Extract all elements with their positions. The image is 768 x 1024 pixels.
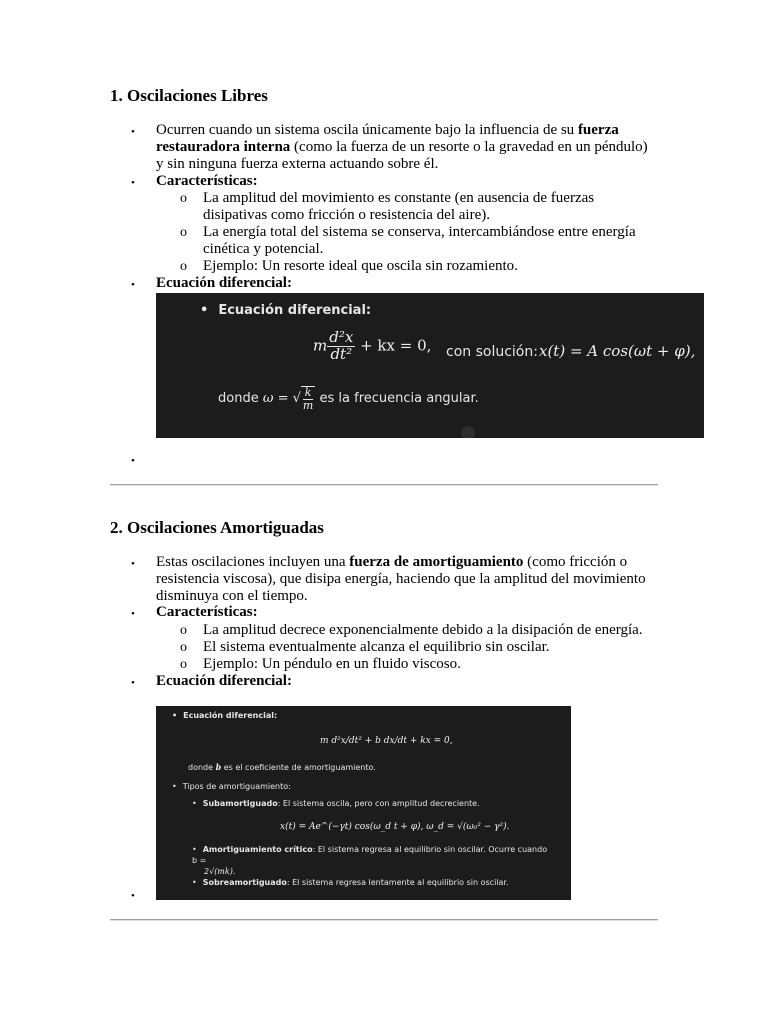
sub-bullet-icon: o: [180, 191, 187, 206]
image-bullet-label: • Ecuación diferencial:: [172, 711, 278, 720]
sub-bullet-icon: o: [180, 225, 187, 240]
damping-types-label: • Tipos de amortiguamiento:: [172, 782, 291, 791]
s2-ecuacion-label: Ecuación diferencial:: [156, 673, 292, 689]
bullet-icon: •: [131, 677, 135, 689]
s1-caracteristica-1: La amplitud del movimiento es constante (en ausencia de fuerzas disipativas como fricción o resistencia del aire).: [203, 190, 595, 223]
damping-coefficient-note: donde b es el coeficiente de amortiguamiento.: [188, 762, 376, 772]
sub-bullet-icon: o: [180, 640, 187, 655]
bullet-icon: •: [131, 279, 135, 291]
empty-bullet-icon: •: [131, 890, 135, 902]
s2-caracteristica-2: El sistema eventualmente alcanza el equilibrio sin oscilar.: [203, 639, 550, 655]
angular-frequency-line: donde ω = √ $\frac{k}{m}$ es la frecuencia angular.: [218, 386, 479, 412]
s2-caracteristicas-label: Características:: [156, 604, 258, 620]
section-2-heading: 2. Oscilaciones Amortiguadas: [110, 518, 324, 537]
overdamped-item: • Sobreamortiguado: El sistema regresa lentamente al equilibrio sin oscilar.: [192, 878, 509, 887]
bullet-icon: •: [131, 558, 135, 570]
horizontal-rule: [110, 919, 658, 921]
bullet-icon: •: [131, 177, 135, 189]
underdamped-item: • Subamortiguado: El sistema oscila, pero con amplitud decreciente.: [192, 799, 480, 808]
differential-equation: m $\frac{\text{d²x}}{\text{dt²}}$ + kx = 0,: [313, 328, 432, 363]
sub-bullet-icon: o: [180, 657, 187, 672]
image-bullet-label: • Ecuación diferencial:: [200, 303, 372, 318]
s1-ecuacion-label: Ecuación diferencial:: [156, 275, 292, 291]
s1-intro-paragraph: Ocurren cuando un sistema oscila únicamente bajo la influencia de su fuerza restauradora interna (como la fuerza de un resorte o la gravedad en un péndulo) y sin ninguna fuerza externa actuando sobre él.: [156, 122, 648, 172]
bullet-icon: •: [131, 126, 135, 138]
s2-caracteristica-3: Ejemplo: Un péndulo en un fluido viscoso.: [203, 656, 461, 672]
s1-caracteristicas-label: Características:: [156, 173, 258, 189]
critical-damping-item: • Amortiguamiento crítico: El sistema regresa al equilibrio sin oscilar. Ocurre cuando b = 2√(mk).: [192, 845, 548, 876]
s1-caracteristica-3: Ejemplo: Un resorte ideal que oscila sin rozamiento.: [203, 258, 518, 274]
solution-equation: x(t) = A cos(ωt + φ),: [539, 342, 696, 360]
sub-bullet-icon: o: [180, 623, 187, 638]
horizontal-rule: [110, 484, 658, 486]
sub-bullet-icon: o: [180, 259, 187, 274]
damped-differential-equation: m d²x/dt² + b dx/dt + kx = 0,: [320, 736, 453, 746]
underdamped-equation: x(t) = Ae^(−γt) cos(ω_d t + φ), ω_d = √(ω₀² − γ²).: [280, 822, 510, 832]
s2-intro-paragraph: Estas oscilaciones incluyen una fuerza de amortiguamiento (como fricción o resistencia viscosa), que disipa energía, haciendo que la amplitud del movimiento disminuya con el tiempo.: [156, 554, 646, 604]
s1-caracteristica-2: La energía total del sistema se conserva, intercambiándose entre energía cinética y potencial.: [203, 224, 636, 257]
equation-image-damped-oscillation: [156, 706, 571, 900]
empty-bullet-icon: •: [131, 455, 135, 467]
equation-image-free-oscillation: [156, 293, 704, 438]
s2-caracteristica-1: La amplitud decrece exponencialmente debido a la disipación de energía.: [203, 622, 643, 638]
scroll-indicator-icon: [461, 426, 475, 438]
solution-label: con solución:: [446, 344, 538, 360]
section-1-heading: 1. Oscilaciones Libres: [110, 86, 268, 105]
bullet-icon: •: [131, 608, 135, 620]
